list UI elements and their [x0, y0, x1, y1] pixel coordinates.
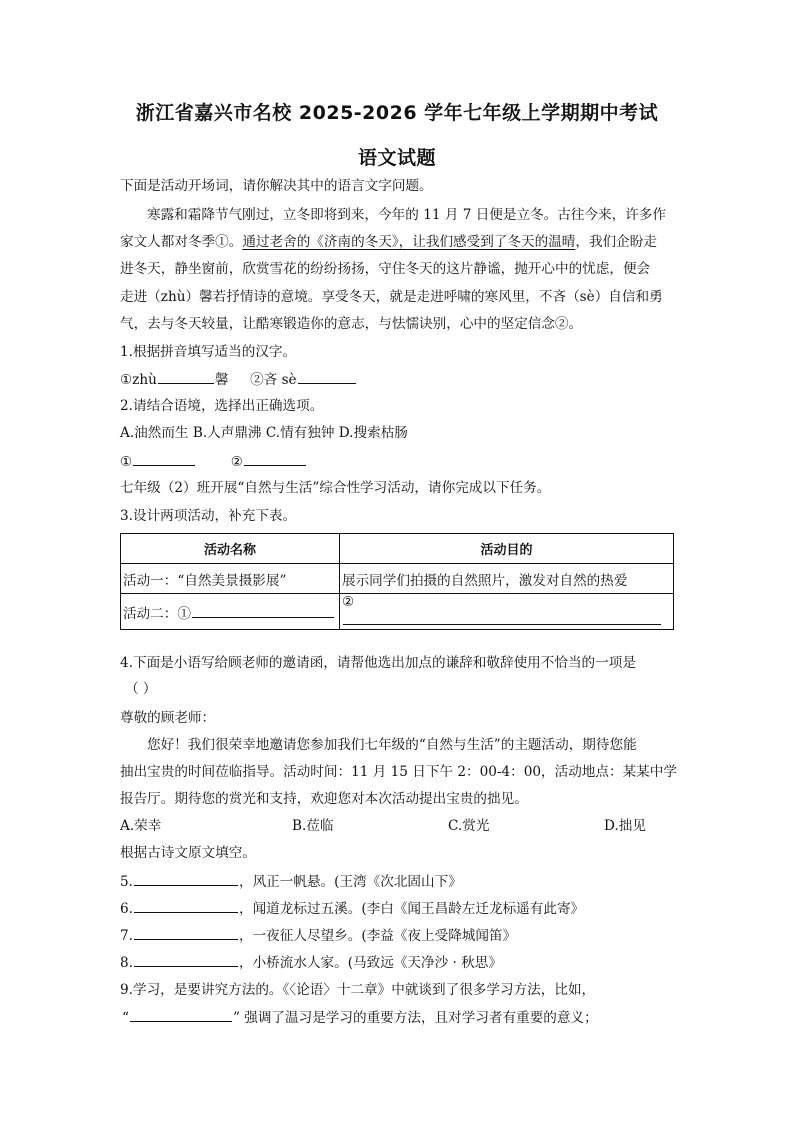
- passage-line-5: 气，去与冬天较量，让酷寒锻造你的意志，与怯懦诀别，心中的坚定信念②。: [120, 316, 583, 332]
- q6-blank[interactable]: [134, 898, 238, 913]
- q8-number: 8.: [120, 955, 133, 971]
- q1-a-label: ①zhù: [120, 372, 157, 388]
- cell-label: ②: [342, 594, 355, 610]
- question-2-prompt: 2.请结合语境，选择出正确选项。: [120, 398, 324, 414]
- q9-blank[interactable]: [130, 1007, 232, 1022]
- passage-line-2: [120, 232, 657, 252]
- passage-line-4: 走进（zhù）馨若抒情诗的意境。享受冬天，就是走进呼啸的寒风里，不吝（sè）自信和勇: [120, 289, 663, 305]
- activity-2-purpose-blank[interactable]: [343, 610, 661, 625]
- passage-line-1: 寒露和霜降节气刚过，立冬即将到来，今年的 11 月 7 日便是立冬。古往今来，许多作: [147, 207, 667, 223]
- q6-number: 6.: [120, 901, 133, 917]
- table-row: [121, 594, 674, 630]
- q5-blank[interactable]: [134, 871, 238, 886]
- question-2-answers: [120, 451, 307, 472]
- q9-open-quote: “: [122, 1010, 129, 1026]
- column-header: 活动名称: [121, 534, 340, 564]
- q6-text: ，闻道龙标过五溪。(李白《闻王昌龄左迁龙标遥有此寄》: [238, 901, 585, 917]
- q4-option-b[interactable]: B.莅临: [292, 818, 334, 834]
- q4-option-a[interactable]: A.荣幸: [120, 818, 162, 834]
- q2-b-blank[interactable]: [244, 451, 306, 466]
- column-header: 活动目的: [340, 534, 674, 564]
- q4-option-c[interactable]: C.赏光: [448, 818, 490, 834]
- question-2-options: A.油然而生 B.人声鼎沸 C.情有独钟 D.搜索枯肠: [120, 425, 408, 441]
- q1-a-after: 馨: [214, 372, 229, 388]
- page-title: 浙江省嘉兴市名校 2025-2026 学年七年级上学期期中考试: [135, 102, 659, 124]
- question-1-prompt: 1.根据拼音填写适当的汉字。: [120, 344, 297, 360]
- q8-blank[interactable]: [134, 952, 238, 967]
- q2-a-label: ①: [120, 454, 133, 470]
- q7-blank[interactable]: [134, 925, 238, 940]
- table-row: [121, 564, 674, 594]
- q1-a-blank[interactable]: [158, 369, 214, 384]
- letter-line-1: 您好！我们很荣幸地邀请您参加我们七年级的“自然与生活”的主题活动，期待您能: [147, 737, 637, 753]
- question-5: [120, 871, 462, 892]
- question-4-answer-paren[interactable]: （ ）: [125, 681, 157, 697]
- question-9-prompt: 9.学习，是要讲究方法的。《〈论语〉十二章》中就谈到了很多学习方法，比如，: [120, 982, 596, 998]
- activity-intro: 七年级（2）班开展“自然与生活”综合性学习活动，请你完成以下任务。: [120, 480, 551, 496]
- table-cell-purpose-2: [340, 594, 674, 630]
- page-subtitle: 语文试题: [357, 147, 436, 169]
- table-cell: 展示同学们拍摄的自然照片，激发对自然的热爱: [340, 564, 674, 594]
- q2-a-blank[interactable]: [133, 451, 195, 466]
- q5-text: ，风正一帆悬。(王湾《次北固山下》: [238, 874, 462, 890]
- letter-salutation: 尊敬的顾老师：: [120, 710, 216, 726]
- activity-table: [120, 533, 674, 630]
- question-1-answers: [120, 369, 357, 390]
- question-7: [120, 925, 516, 946]
- q4-option-d[interactable]: D.拙见: [604, 818, 646, 834]
- passage-text: ，我们企盼走: [575, 234, 657, 250]
- underlined-sentence: 通过老舍的《济南的冬天》，让我们感受到了冬天的温晴: [242, 234, 576, 250]
- question-4-prompt: 4.下面是小语写给顾老师的邀请函，请帮他选出加点的谦辞和敬辞使用不恰当的一项是: [120, 655, 636, 671]
- q1-b-label: ②吝 sè: [250, 372, 297, 388]
- q7-text: ，一夜征人尽望乡。(李益《夜上受降城闻笛》: [238, 928, 517, 944]
- q9-text: ” 强调了温习是学习的重要方法，且对学习者有重要的意义；: [232, 1010, 598, 1026]
- intro-text: 下面是活动开场词，请你解决其中的语言文字问题。: [120, 178, 433, 194]
- table-cell-activity-2: [121, 594, 340, 630]
- passage-line-3: 进冬天，静坐窗前，欣赏雪花的纷纷扬扬，守住冬天的这片静谧，抛开心中的忧虑，便会: [120, 261, 651, 277]
- question-8: [120, 952, 502, 973]
- table-header-row: [121, 534, 674, 564]
- poetry-prompt: 根据古诗文原文填空。: [120, 845, 256, 861]
- question-6: [120, 898, 584, 919]
- q8-text: ，小桥流水人家。(马致远《天净沙 · 秋思》: [238, 955, 502, 971]
- passage-text: 家文人都对冬季①。: [120, 234, 243, 250]
- activity-2-name-blank[interactable]: [192, 603, 334, 618]
- question-9-line-2: [122, 1007, 598, 1028]
- q7-number: 7.: [120, 928, 133, 944]
- q1-b-blank[interactable]: [298, 369, 356, 384]
- table-cell: 活动一：“自然美景摄影展”: [121, 564, 340, 594]
- question-3-prompt: 3.设计两项活动，补充下表。: [120, 508, 297, 524]
- q5-number: 5.: [120, 874, 133, 890]
- letter-line-2: 抽出宝贵的时间莅临指导。活动时间：11 月 15 日下午 2：00-4：00，活动地点：某某中学: [120, 764, 677, 780]
- q2-b-label: ②: [230, 454, 243, 470]
- letter-line-3: 报告厅。期待您的赏光和支持，欢迎您对本次活动提出宝贵的拙见。: [120, 791, 528, 807]
- cell-label: 活动二：①: [123, 605, 191, 622]
